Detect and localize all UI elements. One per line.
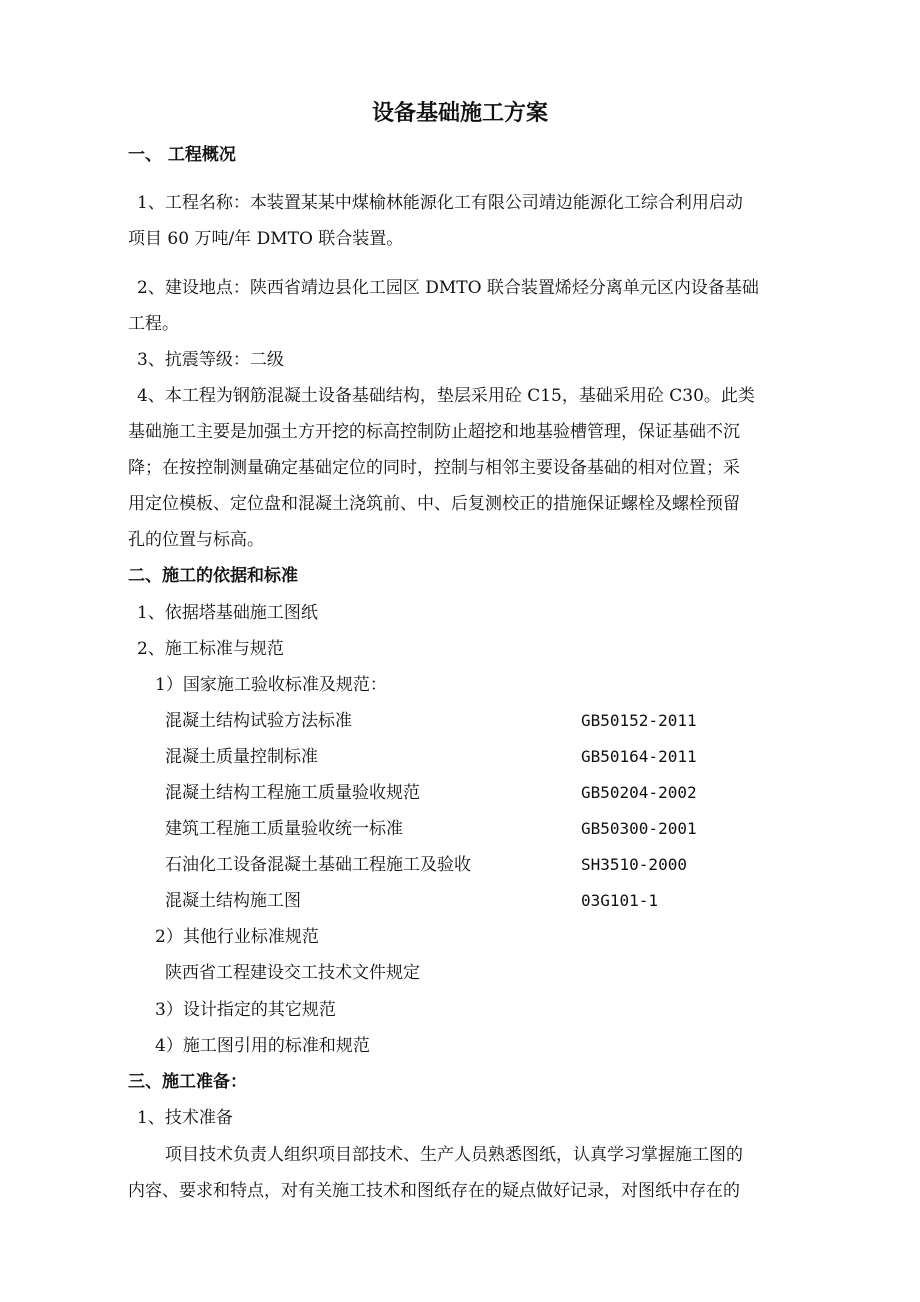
standard-code: GB50204-2002	[581, 783, 697, 802]
standard-name: 混凝土结构工程施工质量验收规范	[165, 783, 420, 803]
section-2-sub-2: 2）其他行业标准规范	[155, 927, 319, 947]
section-1-item-1-line-1: 1、工程名称：本装置某某中煤榆林能源化工有限公司靖边能源化工综合利用启动	[137, 193, 743, 213]
standard-code: GB50164-2011	[581, 747, 697, 766]
section-1-item-4-line: 基础施工主要是加强土方开挖的标高控制防止超挖和地基验槽管理，保证基础不沉	[128, 422, 740, 442]
section-3-item-1: 1、技术准备	[137, 1108, 233, 1128]
standard-name: 混凝土质量控制标准	[165, 747, 318, 767]
section-2-sub-1: 1）国家施工验收标准及规范：	[155, 675, 387, 695]
document-title: 设备基础施工方案	[371, 100, 548, 126]
section-1-item-3: 3、抗震等级：二级	[137, 350, 284, 370]
section-1-item-1-line-2: 项目 60 万吨/年 DMTO 联合装置。	[128, 229, 404, 249]
section-1-item-4-line: 4、本工程为钢筋混凝土设备基础结构，垫层采用砼 C15，基础采用砼 C30。此类	[137, 386, 755, 406]
section-2-sub-4: 4）施工图引用的标准和规范	[155, 1036, 370, 1056]
section-2-heading: 二、施工的依据和标准	[128, 566, 298, 586]
section-1-item-4-line: 孔的位置与标高。	[128, 530, 264, 550]
standard-code: 03G101-1	[581, 891, 659, 910]
section-2-item-2: 2、施工标准与规范	[137, 639, 284, 659]
section-3-paragraph-line: 内容、要求和特点，对有关施工技术和图纸存在的疑点做好记录，对图纸中存在的	[128, 1181, 740, 1201]
section-3-heading: 三、施工准备：	[128, 1072, 247, 1092]
standard-name: 混凝土结构试验方法标准	[165, 711, 352, 731]
section-3-paragraph-line: 项目技术负责人组织项目部技术、生产人员熟悉图纸，认真学习掌握施工图的	[165, 1145, 743, 1165]
section-1-item-2-line-2: 工程。	[128, 314, 179, 334]
section-2-sub-3: 3）设计指定的其它规范	[155, 1000, 336, 1020]
standard-name: 混凝土结构施工图	[165, 891, 301, 911]
standard-name: 建筑工程施工质量验收统一标准	[165, 819, 403, 839]
section-1-item-4-line: 降；在按控制测量确定基础定位的同时，控制与相邻主要设备基础的相对位置；采	[128, 458, 740, 478]
standard-code: SH3510-2000	[581, 855, 687, 874]
standard-code: GB50300-2001	[581, 819, 697, 838]
section-1-heading: 一、 工程概况	[128, 145, 236, 165]
section-2-item-1: 1、依据塔基础施工图纸	[137, 603, 318, 623]
section-1-item-2-line-1: 2、建设地点：陕西省靖边县化工园区 DMTO 联合装置烯烃分离单元区内设备基础	[137, 278, 759, 298]
standard-name: 石油化工设备混凝土基础工程施工及验收	[165, 855, 471, 875]
standard-code: GB50152-2011	[581, 711, 697, 730]
section-2-sub-2-detail: 陕西省工程建设交工技术文件规定	[165, 963, 420, 983]
section-1-item-4-line: 用定位模板、定位盘和混凝土浇筑前、中、后复测校正的措施保证螺栓及螺栓预留	[128, 494, 740, 514]
